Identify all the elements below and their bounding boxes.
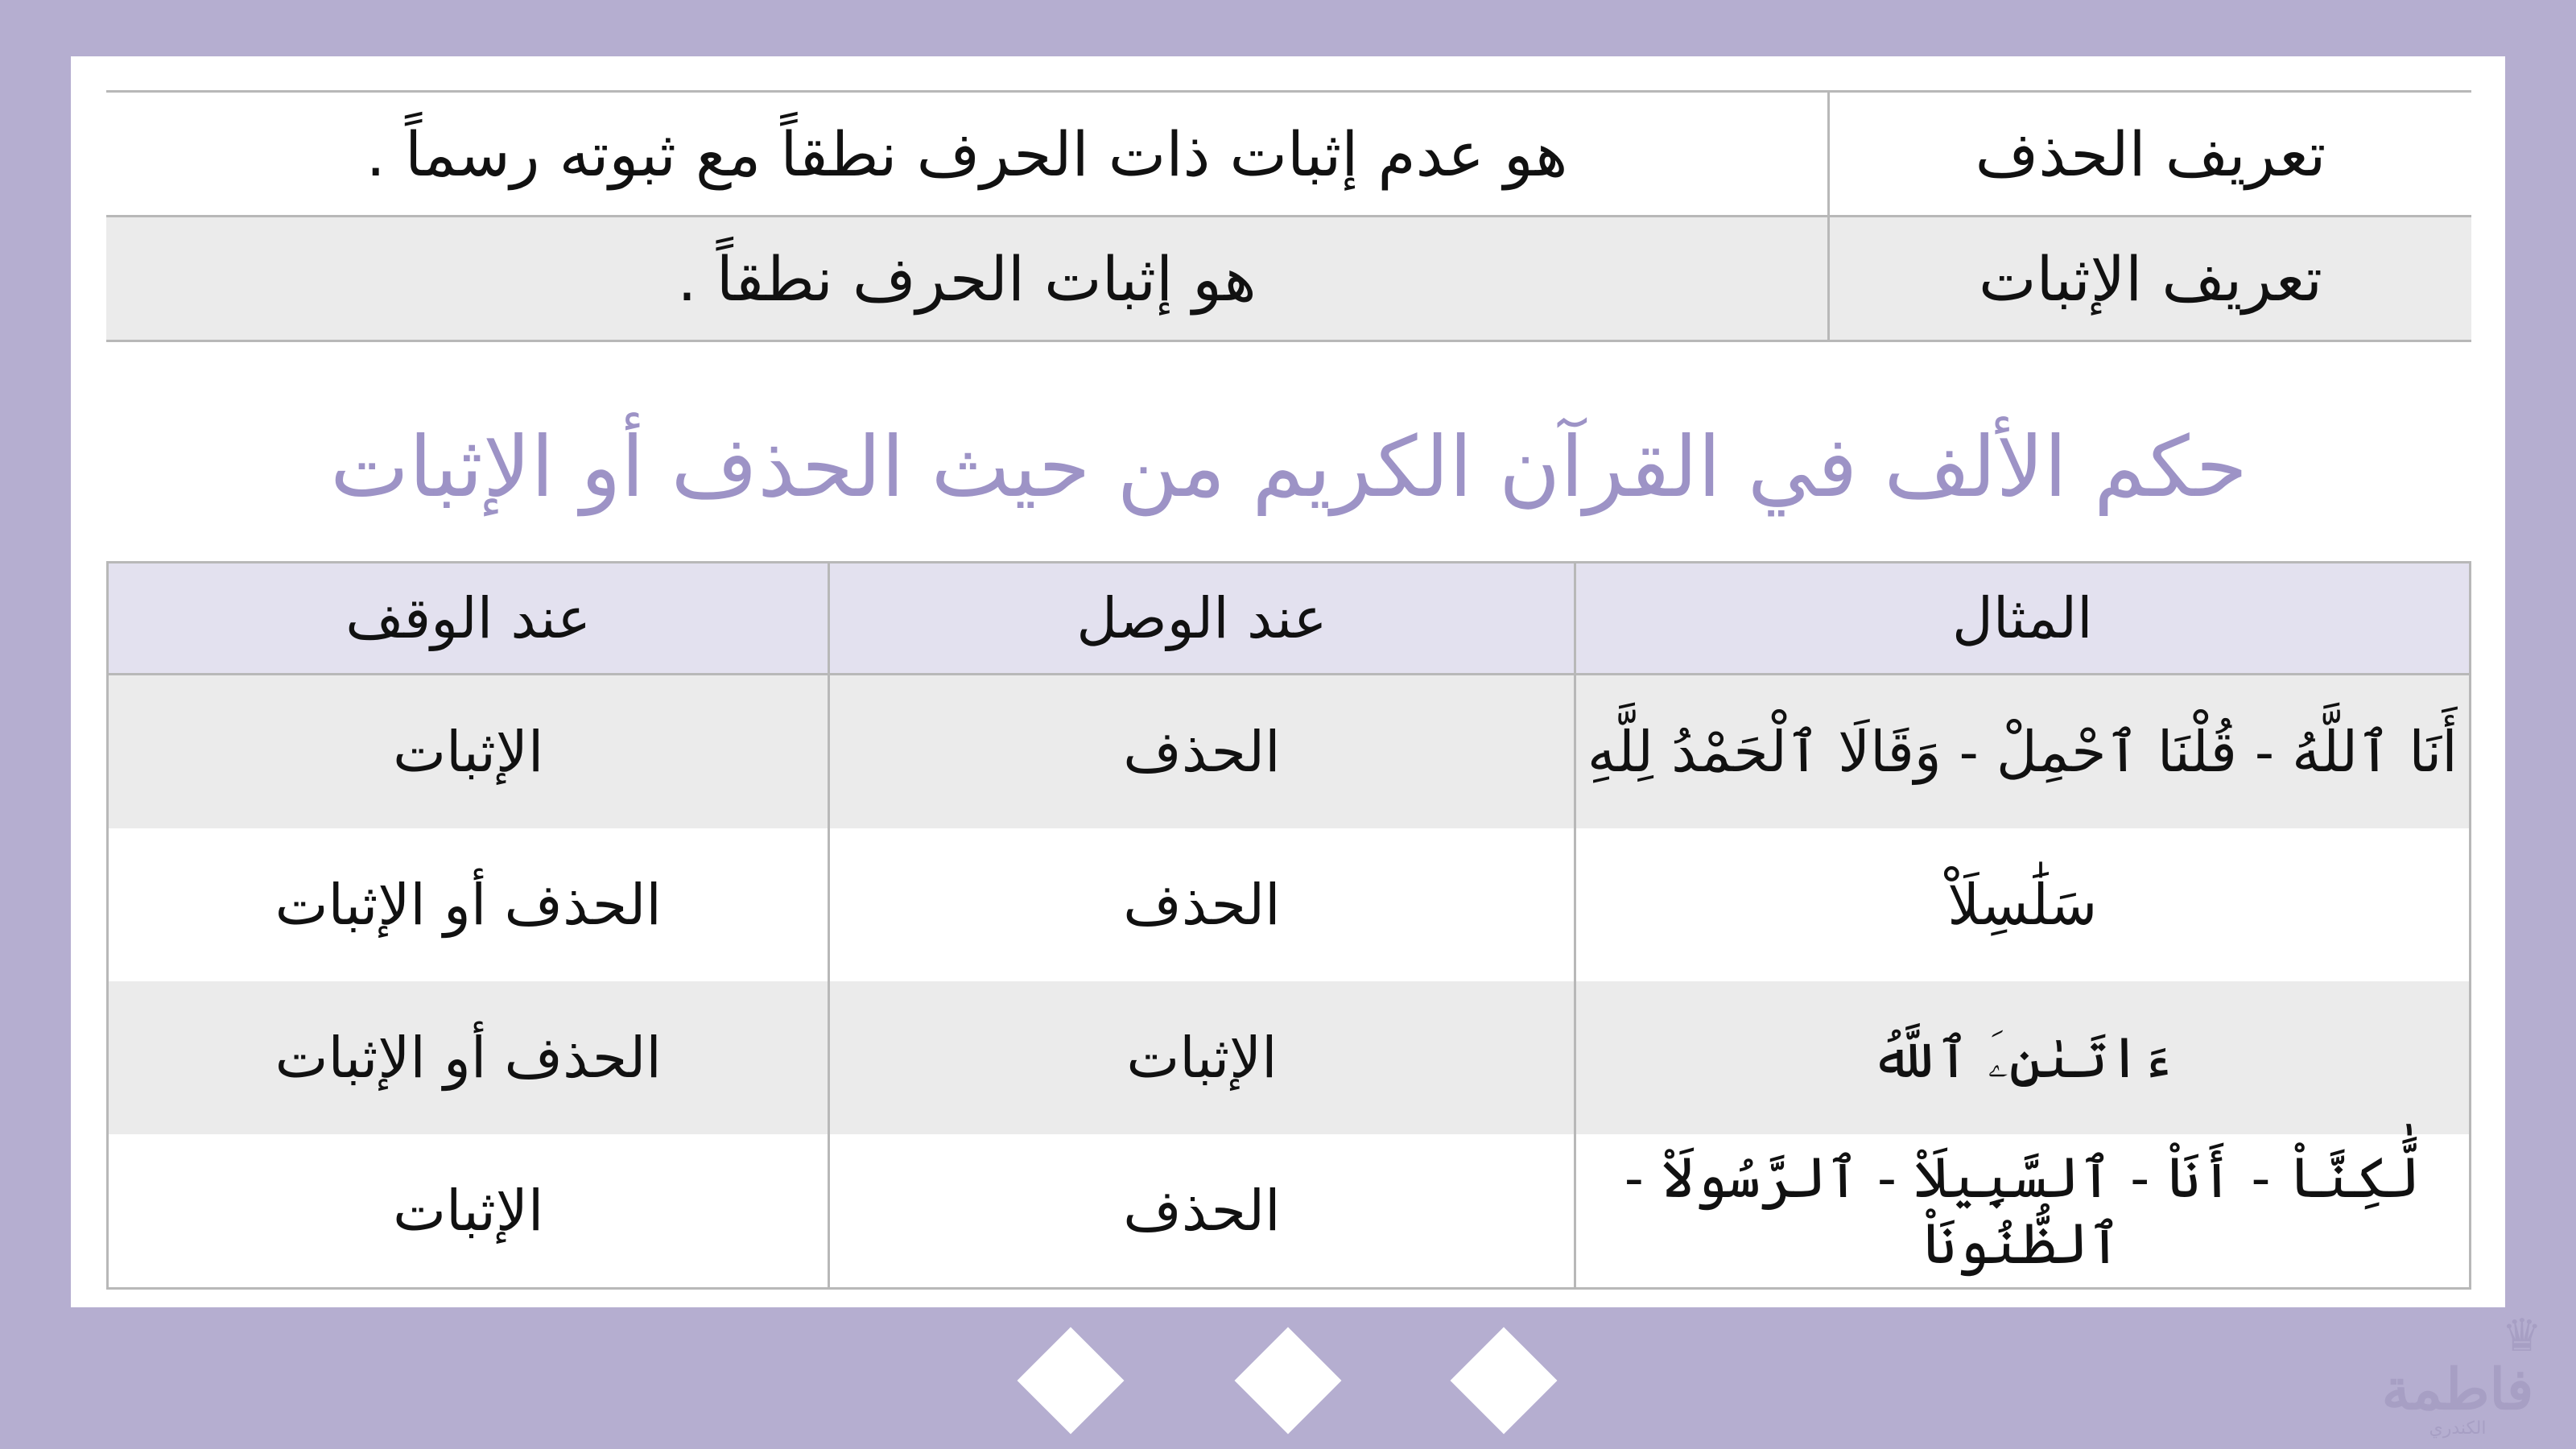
cell-example: سَلَٰسِلَاْ xyxy=(1575,828,2470,981)
definition-term: تعريف الإثبات xyxy=(1829,217,2472,341)
table-row xyxy=(108,675,2471,829)
table-row xyxy=(108,1134,2471,1289)
logo xyxy=(2357,1312,2558,1441)
cell-example: لَّٰكِنَّاْ - أَنَاْ - ٱلسَّبِيلَاْ - ٱلرَّسُولَاْ - ٱلظُّنُونَاْ xyxy=(1575,1134,2470,1289)
definition-row xyxy=(106,217,2471,341)
nav-diamond-2[interactable] xyxy=(1235,1327,1342,1435)
logo-subtext: الكندري xyxy=(2429,1418,2487,1439)
cell-waqf: الحذف أو الإثبات xyxy=(108,981,829,1134)
header-example: المثال xyxy=(1575,563,2470,675)
definition-meaning: هو إثبات الحرف نطقاً . xyxy=(106,217,1829,341)
ruling-table xyxy=(106,561,2471,1290)
crown-icon: ♛ xyxy=(2501,1310,2542,1362)
nav-diamond-3[interactable] xyxy=(1451,1327,1558,1435)
cell-waqf: الإثبات xyxy=(108,675,829,829)
definitions-table xyxy=(106,90,2471,342)
table-row xyxy=(108,828,2471,981)
cell-example: ءَاتَىٰنِۦَ ٱللَّهُ xyxy=(1575,981,2470,1134)
section-title: حكم الألف في القرآن الكريم من حيث الحذف أو الإثبات xyxy=(330,418,2248,516)
table-row xyxy=(108,981,2471,1134)
header-waqf: عند الوقف xyxy=(108,563,829,675)
logo-text: فاطمة xyxy=(2381,1356,2534,1422)
header-wasl: عند الوصل xyxy=(829,563,1575,675)
definition-term: تعريف الحذف xyxy=(1829,92,2472,217)
definition-meaning: هو عدم إثبات ذات الحرف نطقاً مع ثبوته رسماً . xyxy=(106,92,1829,217)
cell-example: أَنَا ٱللَّهُ - قُلْنَا ٱحْمِلْ - وَقَالَا ٱلْحَمْدُ لِلَّهِ xyxy=(1575,675,2470,829)
table-header-row xyxy=(108,563,2471,675)
cell-wasl: الحذف xyxy=(829,675,1575,829)
nav-diamond-1[interactable] xyxy=(1018,1327,1125,1435)
cell-wasl: الحذف xyxy=(829,1134,1575,1289)
cell-waqf: الإثبات xyxy=(108,1134,829,1289)
cell-wasl: الإثبات xyxy=(829,981,1575,1134)
cell-wasl: الحذف xyxy=(829,828,1575,981)
cell-waqf: الحذف أو الإثبات xyxy=(108,828,829,981)
definition-row xyxy=(106,92,2471,217)
